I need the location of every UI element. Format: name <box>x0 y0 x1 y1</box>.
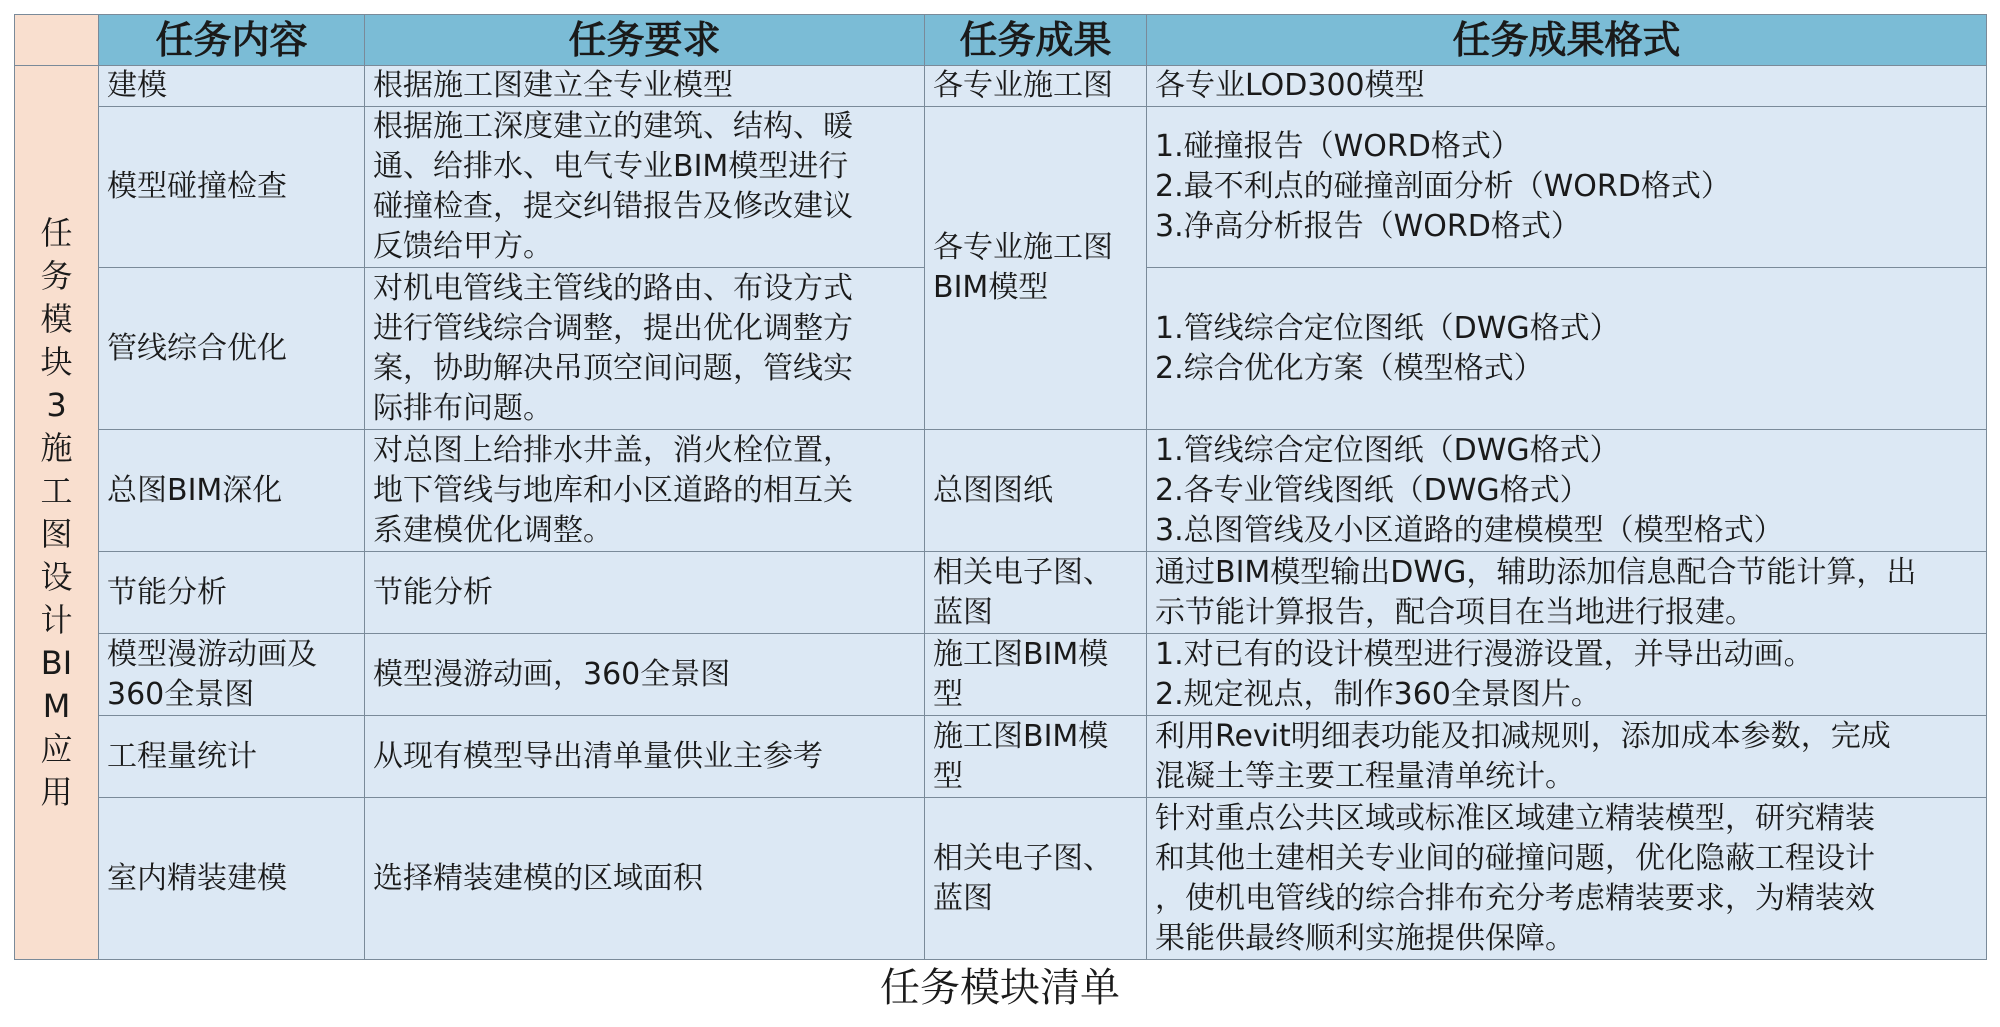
cell-content: 总图BIM深化 <box>99 430 365 552</box>
cell-result: 施工图BIM模 型 <box>925 634 1147 716</box>
cell-format: 1.管线综合定位图纸（DWG格式） 2.各专业管线图纸（DWG格式） 3.总图管线及小区道路的建模模型（模型格式） <box>1147 430 1987 552</box>
cell-result: 总图图纸 <box>925 430 1147 552</box>
cell-format: 利用Revit明细表功能及扣减规则，添加成本参数，完成 混凝土等主要工程量清单统计。 <box>1147 716 1987 798</box>
task-module-table <box>14 14 1987 960</box>
table-row <box>15 430 1987 552</box>
cell-result: 相关电子图、 蓝图 <box>925 798 1147 960</box>
header-task-result-format: 任务成果格式 <box>1147 15 1987 66</box>
table-row <box>15 716 1987 798</box>
table-row <box>15 552 1987 634</box>
cell-requirement: 模型漫游动画，360全景图 <box>365 634 925 716</box>
cell-content: 室内精装建模 <box>99 798 365 960</box>
table-row <box>15 634 1987 716</box>
cell-requirement: 从现有模型导出清单量供业主参考 <box>365 716 925 798</box>
cell-format: 通过BIM模型输出DWG，辅助添加信息配合节能计算，出 示节能计算报告，配合项目在当地进行报建。 <box>1147 552 1987 634</box>
table-caption: 任务模块清单 <box>880 965 1120 1011</box>
cell-content: 工程量统计 <box>99 716 365 798</box>
cell-format: 针对重点公共区域或标准区域建立精装模型，研究精装 和其他土建相关专业间的碰撞问题，优化隐蔽工程设计 ，使机电管线的综合排布充分考虑精装要求，为精装效 果能供最终顺利实施提供保障。 <box>1147 798 1987 960</box>
header-row <box>15 15 1987 66</box>
cell-content: 模型碰撞检查 <box>99 107 365 268</box>
cell-content: 建模 <box>99 66 365 107</box>
cell-requirement: 对总图上给排水井盖，消火栓位置， 地下管线与地库和小区道路的相互关 系建模优化调整。 <box>365 430 925 552</box>
table-row <box>15 66 1987 107</box>
cell-result: 相关电子图、 蓝图 <box>925 552 1147 634</box>
cell-format: 1.碰撞报告（WORD格式） 2.最不利点的碰撞剖面分析（WORD格式） 3.净高分析报告（WORD格式） <box>1147 107 1987 268</box>
table-row <box>15 798 1987 960</box>
cell-format: 1.对已有的设计模型进行漫游设置，并导出动画。 2.规定视点，制作360全景图片。 <box>1147 634 1987 716</box>
cell-content: 管线综合优化 <box>99 268 365 430</box>
header-task-content: 任务内容 <box>99 15 365 66</box>
cell-requirement: 节能分析 <box>365 552 925 634</box>
cell-requirement: 根据施工深度建立的建筑、结构、暖 通、给排水、电气专业BIM模型进行 碰撞检查，提交纠错报告及修改建议 反馈给甲方。 <box>365 107 925 268</box>
cell-content: 节能分析 <box>99 552 365 634</box>
cell-requirement: 根据施工图建立全专业模型 <box>365 66 925 107</box>
cell-format: 1.管线综合定位图纸（DWG格式） 2.综合优化方案（模型格式） <box>1147 268 1987 430</box>
cell-result: 施工图BIM模 型 <box>925 716 1147 798</box>
cell-result: 各专业施工图 BIM模型 <box>925 107 1147 430</box>
header-corner <box>15 15 99 66</box>
table-row <box>15 107 1987 268</box>
cell-result: 各专业施工图 <box>925 66 1147 107</box>
module-side-label: 任务模块3施工图设计BIM应用 <box>15 66 99 960</box>
header-task-requirement: 任务要求 <box>365 15 925 66</box>
cell-format: 各专业LOD300模型 <box>1147 66 1987 107</box>
cell-content: 模型漫游动画及 360全景图 <box>99 634 365 716</box>
cell-requirement: 对机电管线主管线的路由、布设方式 进行管线综合调整，提出优化调整方 案，协助解决吊顶空间问题，管线实 际排布问题。 <box>365 268 925 430</box>
header-task-result: 任务成果 <box>925 15 1147 66</box>
cell-requirement: 选择精装建模的区域面积 <box>365 798 925 960</box>
